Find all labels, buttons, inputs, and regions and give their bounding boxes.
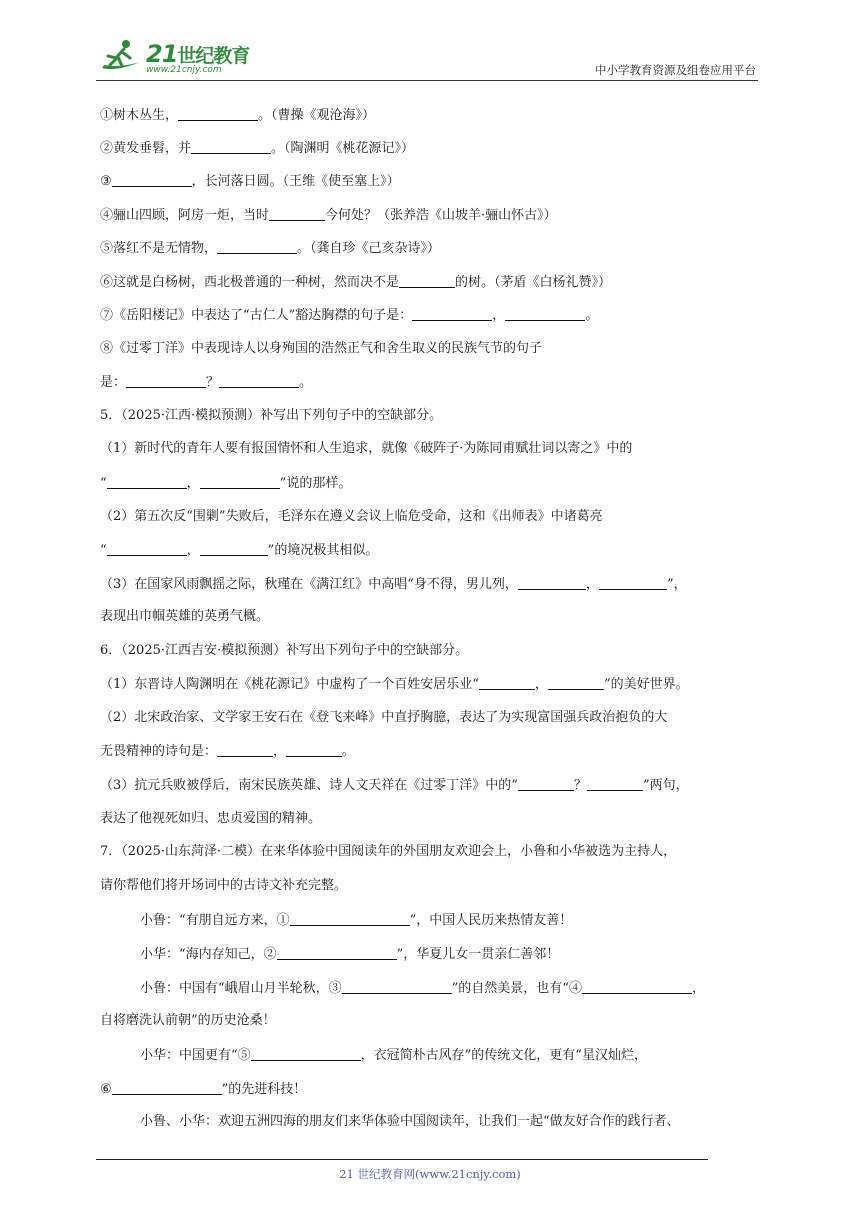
dialogue-line: 小鲁：“有朋自远方来，① ”，中国人民历来热情友善！ [140, 913, 573, 928]
blank [200, 474, 280, 489]
text-line: ⑤落红不是无情物， 。（龚自珍《己亥杂诗》） [100, 241, 441, 256]
blank [582, 979, 692, 994]
blank [599, 575, 667, 590]
footer-divider [96, 1159, 708, 1160]
text-line: 表现出巾帼英雄的英勇气概。 [100, 609, 270, 624]
blank [191, 139, 271, 154]
blank [251, 1046, 361, 1061]
blank [479, 675, 535, 690]
blank [217, 239, 297, 254]
blank [219, 373, 299, 388]
text-line: （1）东晋诗人陶渊明在《桃花源记》中虚构了一个百姓安居乐业“ ， ”的美好世界。 [100, 677, 689, 692]
blank [112, 1080, 222, 1095]
text-line: 无畏精神的诗句是： ， 。 [100, 744, 356, 759]
dialogue-line: 自将磨洗认前朝”的历史沧桑！ [100, 1013, 276, 1028]
text-line: ②黄发垂髫，并 。（陶渊明《桃花源记》） [100, 141, 415, 156]
text-line: ⑦《岳阳楼记》中表达了“古仁人”豁达胸襟的句子是： ， 。 [100, 308, 599, 323]
question-6-title: 6．（2025·江西吉安·模拟预测）补写出下列句子中的空缺部分。 [100, 643, 469, 658]
logo-text: 21世纪教育 [146, 40, 250, 68]
dialogue-line: 小华：“海内存知己，② ”，华夏儿女一贯亲仁善邻！ [140, 947, 560, 962]
text-line: （3）抗元兵败被俘后，南宋民族英雄、诗人文天祥在《过零丁洋》中的“ ？ ”两句， [100, 778, 689, 793]
blank [342, 979, 452, 994]
dialogue-line: ⑥ ”的先进科技！ [100, 1082, 307, 1097]
text-line: ①树木丛生， 。（曹操《观沧海》） [100, 108, 376, 123]
blank [107, 474, 187, 489]
text-line: ⑧《过零丁洋》中表现诗人以身殉国的浩然正气和舍生取义的民族气节的句子 [100, 341, 543, 356]
footer-source: 21 世纪教育网(www.21cnjy.com) [339, 1167, 521, 1181]
logo-url: www.21cnjy.com [146, 65, 222, 75]
blank [412, 306, 492, 321]
logo [96, 38, 266, 78]
page-header [96, 38, 758, 81]
text-line: （2）北宋政治家、文学家王安石在《登飞来峰》中直抒胸臆，表达了为实现富国强兵政治抱负的大 [100, 710, 668, 725]
text-line: 表达了他视死如归、忠贞爱国的精神。 [100, 811, 322, 826]
blank [107, 541, 187, 556]
text-line: （1）新时代的青年人要有报国情怀和人生追求，就像《破阵子·为陈同甫赋壮词以寄之》中的 [100, 441, 633, 456]
text-line: （2）第五次反“围剿”失败后，毛泽东在遵义会议上临危受命，这和《出师表》中诸葛亮 [100, 509, 603, 524]
dialogue-line: 小鲁：中国有“峨眉山月半轮秋，③ ”的自然美景，也有“④ ， [140, 981, 705, 996]
blank [505, 306, 585, 321]
question-5-title: 5．（2025·江西·模拟预测）补写出下列句子中的空缺部分。 [100, 408, 443, 423]
dialogue-line: 小华：中国更有“⑤ ，衣冠简朴古风存”的传统文化，更有“星汉灿烂， [140, 1048, 647, 1063]
question-7-title: 7．（2025·山东菏泽·二模）在来华体验中国阅读年的外国朋友欢迎会上，小鲁和小华被选为主持人， [100, 844, 677, 859]
text-line: 是： ？ 。 [100, 375, 313, 390]
blank [112, 172, 192, 187]
runner-logo-icon [96, 38, 144, 78]
blank [178, 106, 258, 121]
blank [290, 911, 410, 926]
blank [399, 273, 455, 288]
blank [286, 742, 342, 757]
blank [277, 945, 397, 960]
text-line: （3）在国家风雨飘摇之际，秋瑾在《满江红》中高唱“身不得，男儿列， ， ”， [100, 577, 687, 592]
blank [518, 575, 586, 590]
blank [200, 541, 268, 556]
platform-title: 中小学教育资源及组卷应用平台 [595, 63, 756, 77]
blank [269, 206, 325, 221]
blank [548, 675, 604, 690]
text-line: “ ， ”说的那样。 [100, 476, 352, 491]
dialogue-line: 小鲁、小华：欢迎五洲四海的朋友们来华体验中国阅读年，让我们一起“做友好合作的践行者、 [140, 1114, 680, 1129]
text-line: ③ ，长河落日圆。（王维《使至塞上》） [100, 174, 400, 189]
text-line: ④骊山四顾，阿房一炬，当时 今何处？（张养浩《山坡羊·骊山怀古》） [100, 208, 557, 223]
text-line: “ ， ”的境况极其相似。 [100, 543, 379, 558]
blank [518, 776, 574, 791]
text-line: 请你帮他们将开场词中的古诗文补充完整。 [100, 878, 348, 893]
text-line: ⑥这就是白杨树，西北极普通的一种树，然而决不是 的树。（茅盾《白杨礼赞》） [100, 275, 612, 290]
blank [587, 776, 643, 791]
blank [126, 373, 206, 388]
blank [217, 742, 273, 757]
